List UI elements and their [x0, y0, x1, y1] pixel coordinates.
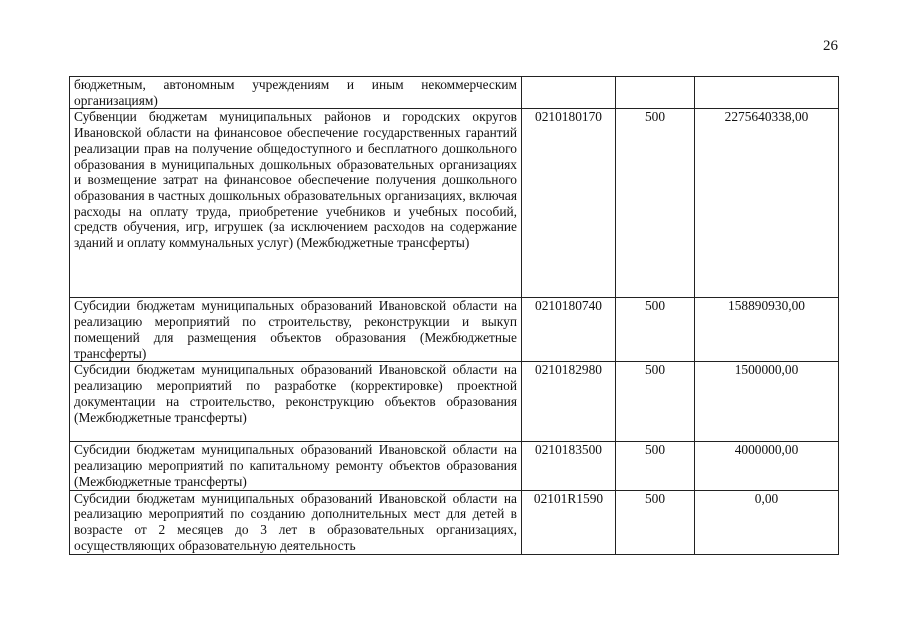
row-target-code: 02101R1590 [522, 490, 616, 554]
row-expense-type: 500 [616, 490, 695, 554]
row-amount: 0,00 [695, 490, 839, 554]
row-amount: 158890930,00 [695, 298, 839, 362]
row-amount: 2275640338,00 [695, 109, 839, 298]
row-amount [695, 77, 839, 109]
row-expense-type: 500 [616, 298, 695, 362]
row-target-code: 0210182980 [522, 362, 616, 442]
row-description: Субсидии бюджетам муниципальных образований Ивановской области на реализацию мероприятий по строительству, реконструкции и выкуп помещений для размещения объектов образования (Межбюджетные трансферты) [70, 298, 522, 362]
row-expense-type: 500 [616, 362, 695, 442]
table-row [70, 362, 839, 442]
table-row [70, 490, 839, 554]
table-row [70, 298, 839, 362]
row-target-code: 0210180170 [522, 109, 616, 298]
row-description: Субвенции бюджетам муниципальных районов и городских округов Ивановской области на финансовое обеспечение государственных гарантий реализации прав на получение общедоступного и бесплатного дошкольного образования в муниципальных дошкольных образовательных организациях и возмещение затрат на финансовое обеспечение получения дошкольного образования в частных дошкольных образовательных организациях, включая расходы на оплату труда, приобретение учебников и учебных пособий, средств обучения, игр, игрушек (за исключением расходов на содержание зданий и оплату коммунальных услуг) (Межбюджетные трансферты) [70, 109, 522, 298]
row-amount: 1500000,00 [695, 362, 839, 442]
page-number: 26 [823, 38, 838, 54]
row-description: бюджетным, автономным учреждениям и иным некоммерческим организациям) [70, 77, 522, 109]
table-row [70, 442, 839, 490]
row-expense-type [616, 77, 695, 109]
row-target-code [522, 77, 616, 109]
table-row [70, 77, 839, 109]
budget-table [69, 76, 839, 555]
table-row [70, 109, 839, 298]
row-amount: 4000000,00 [695, 442, 839, 490]
row-target-code: 0210180740 [522, 298, 616, 362]
row-description: Субсидии бюджетам муниципальных образований Ивановской области на реализацию мероприятий по созданию дополнительных мест для детей в возрасте от 2 месяцев до 3 лет в образовательных организациях, осуществляющих образовательную деятельность [70, 490, 522, 554]
row-description: Субсидии бюджетам муниципальных образований Ивановской области на реализацию мероприятий по капитальному ремонту объектов образования (Межбюджетные трансферты) [70, 442, 522, 490]
row-expense-type: 500 [616, 442, 695, 490]
row-description: Субсидии бюджетам муниципальных образований Ивановской области на реализацию мероприятий по разработке (корректировке) проектной документации на строительство, реконструкцию объектов образования (Межбюджетные трансферты) [70, 362, 522, 442]
row-expense-type: 500 [616, 109, 695, 298]
row-target-code: 0210183500 [522, 442, 616, 490]
